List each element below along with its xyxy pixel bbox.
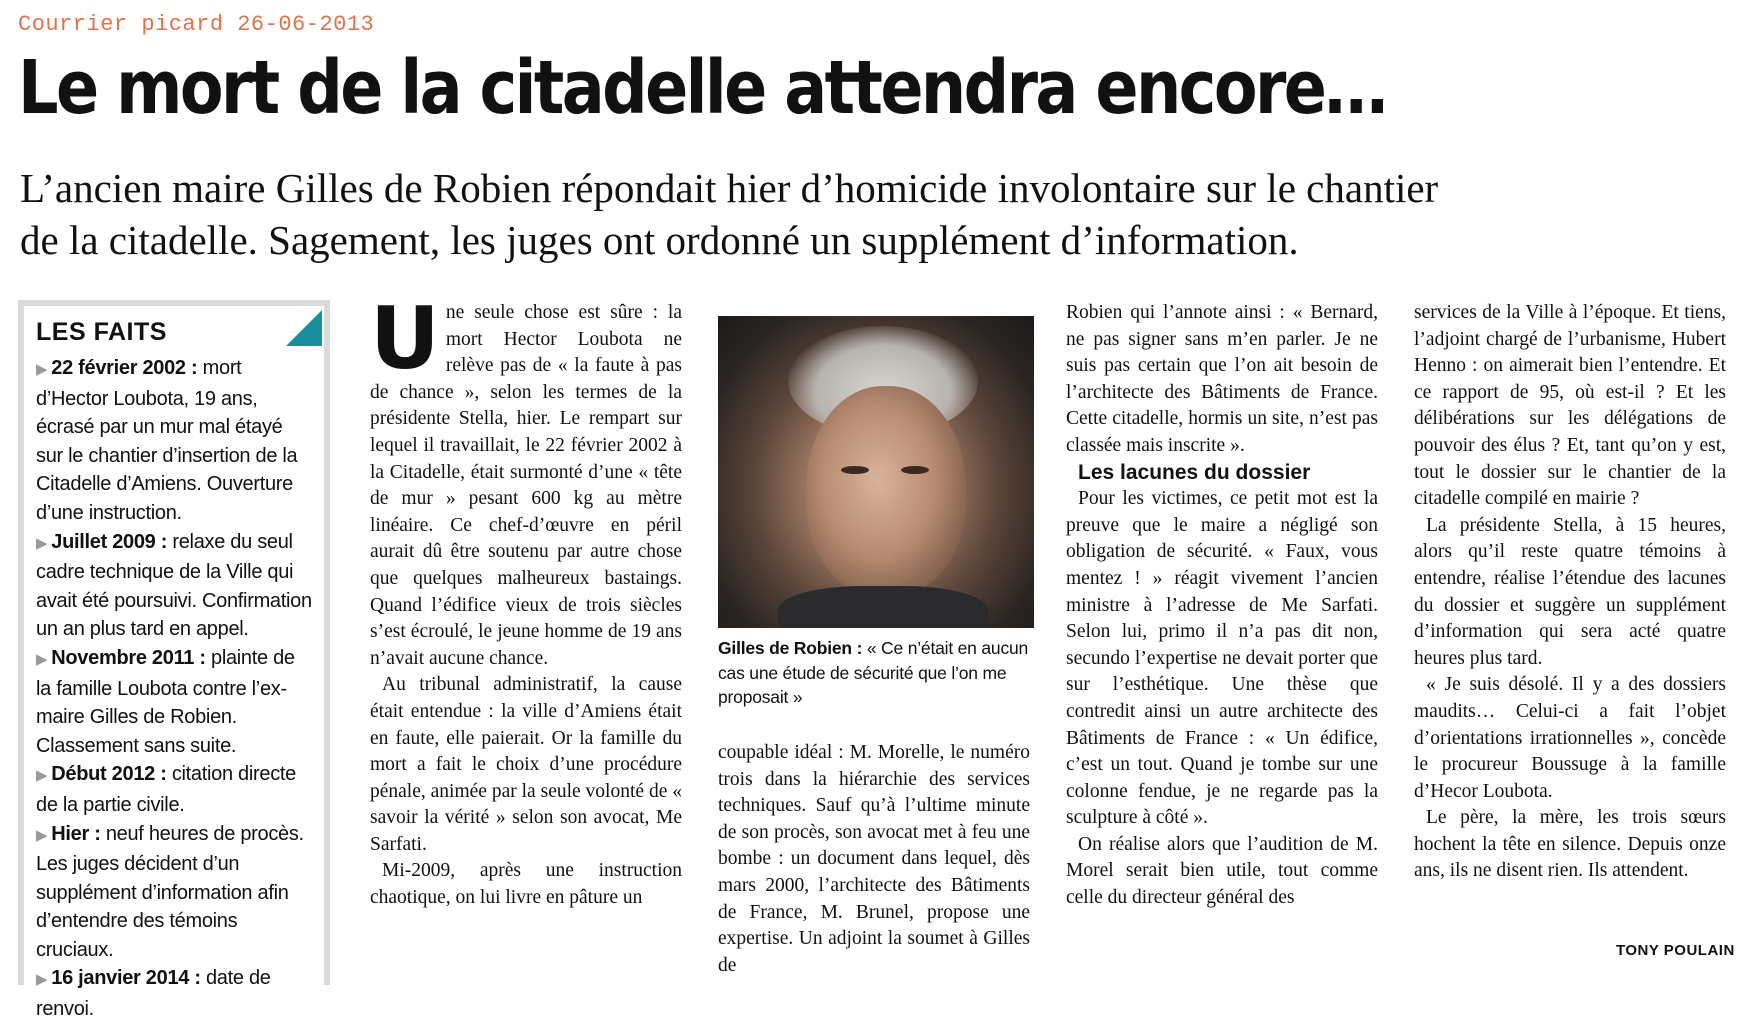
photo-caption <box>718 636 1034 710</box>
article-paragraph: « Je suis désolé. Il y a des dossiers maudits… Celui-ci a fait l’objet d’orientations irrationnelles », concède le procureur Boussuge à la famille d’Hecor Loubota. <box>1414 674 1726 802</box>
fact-date: 16 janvier 2014 : <box>51 967 201 990</box>
article-column-2 <box>718 740 1030 979</box>
fact-date: Novembre 2011 : <box>51 646 206 669</box>
author-signature: TONY POULAIN <box>1616 942 1735 959</box>
photo-collar <box>778 586 988 628</box>
fact-date: Juillet 2009 : <box>51 530 168 553</box>
subhead-line-2: de la citadelle. Sagement, les juges ont ordonné un supplément d’information. <box>20 217 1299 263</box>
triangle-bullet-icon: ▶ <box>36 361 48 378</box>
source-line: Courrier picard 26-06-2013 <box>18 12 375 37</box>
subhead-line-1: L’ancien maire Gilles de Robien répondait hier d’homicide involontaire sur le chantier <box>20 165 1439 211</box>
headline: Le mort de la citadelle attendra encore… <box>18 45 1386 131</box>
section-title: Les lacunes du dossier <box>1078 460 1311 484</box>
article-column-1 <box>370 289 682 912</box>
article-column-4 <box>1414 300 1726 885</box>
fact-text: date de renvoi. <box>36 967 271 1021</box>
subheadline <box>20 162 1740 266</box>
article-paragraph: coupable idéal : M. Morelle, le numéro trois dans la hiérarchie des services techniques. Sauf qu’à l’ultime minute de son procès, son avocat met à feu une bombe : un document dans lequel, dès mars 2000, l’architecte des Bâtiments de France, M. Brunel, propose une expertise. Un adjoint la soumet à Gilles de <box>718 742 1030 976</box>
triangle-bullet-icon: ▶ <box>36 767 48 785</box>
les-faits-box <box>18 300 330 1021</box>
fact-item <box>36 760 312 819</box>
triangle-bullet-icon: ▶ <box>36 534 48 552</box>
article-paragraph: La présidente Stella, à 15 heures, alors qu’il reste quatre témoins à entendre, réalise l’étendue des lacunes du dossier et suggère un supplément d’information qui sera acté quatre heures plus tard. <box>1414 514 1726 669</box>
caption-name: Gilles de Robien : <box>718 638 863 658</box>
fact-item <box>36 528 312 644</box>
drop-cap: U <box>370 289 440 389</box>
article-paragraph: On réalise alors que l’audition de M. Morel serait bien utile, tout comme celle du directeur général des <box>1066 833 1378 909</box>
article-paragraph: Mi-2009, après une instruction chaotique, on lui livre en pâture un <box>370 860 682 909</box>
fact-item <box>36 354 312 528</box>
triangle-bullet-icon: ▶ <box>36 650 48 668</box>
article-paragraph <box>370 289 682 672</box>
photo-face <box>806 386 966 596</box>
article-paragraph: Robien qui l’annote ainsi : « Bernard, ne pas signer sans m’en parler. Je ne suis pas certain que l’on ait besoin de l’architecte des Bâtiments de France. Cette citadelle, hormis un site, n’est pas classée mais inscrite ». <box>1066 302 1378 456</box>
fact-item <box>36 964 312 1023</box>
caption-quote: « Ce n’était en aucun cas une étude de sécurité que l’on me proposait » <box>718 638 1029 707</box>
les-faits-list <box>36 354 312 1024</box>
triangle-bullet-icon: ▶ <box>36 971 48 989</box>
fact-text: mort d’Hector Loubota, 19 ans, écrasé par un mur mal étayé sur le chantier d’insertion de la Citadelle d’Amiens. Ouverture d’une instruction. <box>36 357 298 524</box>
article-paragraph: Pour les victimes, ce petit mot est la preuve que le maire a négligé son obligation de sécurité. « Faux, vous mentez ! » réagit vivement l’ancien ministre à l’adresse de Me Sarfati. Selon lui, primo il n’a pas dit non, secundo l’expertise ne devait porter que sur l’esthétique. Une thèse que contredit ainsi un autre architecte des Bâtiments de France : « Un édifice, c’est un tout. Quand je tombe sur une colonne fendue, je ne regarde pas la sculpture à côté ». <box>1066 488 1378 829</box>
fact-date: 22 février 2002 : <box>51 357 198 379</box>
fact-date: Hier : <box>51 822 101 845</box>
article-paragraph: Le père, la mère, les trois sœurs hochent la tête en silence. Depuis onze ans, ils ne disent rien. Ils attendent. <box>1414 807 1726 882</box>
paragraph-text: ne seule chose est sûre : la mort Hector Loubota ne relève pas de « la faute à pas de chance », selon les termes de la présidente Stella, hier. Le rempart sur lequel il travaillait, le 22 février 2002 à la Citadelle, était surmonté d’une « tête de mur » pesant 600 kg au mètre linéaire. Ce chef-d’œuvre en péril aurait dû être soutenu par autre chose que quelques malheureux bastaings. Quand l’édifice vieux de trois siècles s’est écroulé, le jeune homme de 19 ans n’avait aucune chance. <box>370 302 682 669</box>
photo-eye <box>841 466 869 474</box>
fact-text: citation directe de la partie civile. <box>36 763 296 816</box>
portrait-photo <box>718 316 1034 628</box>
les-faits-title: LES FAITS <box>36 318 167 346</box>
corner-triangle-icon <box>286 310 322 346</box>
triangle-bullet-icon: ▶ <box>36 826 48 844</box>
fact-text: plainte de la famille Loubota contre l’ex-maire Gilles de Robien. Classement sans suite. <box>36 646 295 757</box>
fact-text: neuf heures de procès. Les juges décident d’un supplément d’information afin d’entendre des témoins cruciaux. <box>36 822 304 961</box>
photo-eye <box>901 466 929 474</box>
article-column-3 <box>1066 300 1378 912</box>
fact-item <box>36 644 312 760</box>
fact-text: relaxe du seul cadre technique de la Ville qui avait été poursuivi. Confirmation un an plus tard en appel. <box>36 530 312 641</box>
fact-item <box>36 820 312 965</box>
article-paragraph: Au tribunal administratif, la cause était entendue : la ville d’Amiens était en faute, elle paierait. Or la famille du mort a fait le choix d’une procédure pénale, animée par la seule volonté de « savoir la vérité » selon son avocat, Me Sarfati. <box>370 674 682 855</box>
fact-date: Début 2012 : <box>51 763 167 786</box>
article-paragraph: services de la Ville à l’époque. Et tiens, l’adjoint chargé de l’urbanisme, Hubert Henno : on aimerait bien l’entendre. Et ce rapport de 95, où est-il ? Et les délibérations sur les délégations de pouvoir des élus ? Et, tant qu’on y est, tout le dossier sur le chantier de la citadelle compilé en mairie ? <box>1414 302 1726 510</box>
